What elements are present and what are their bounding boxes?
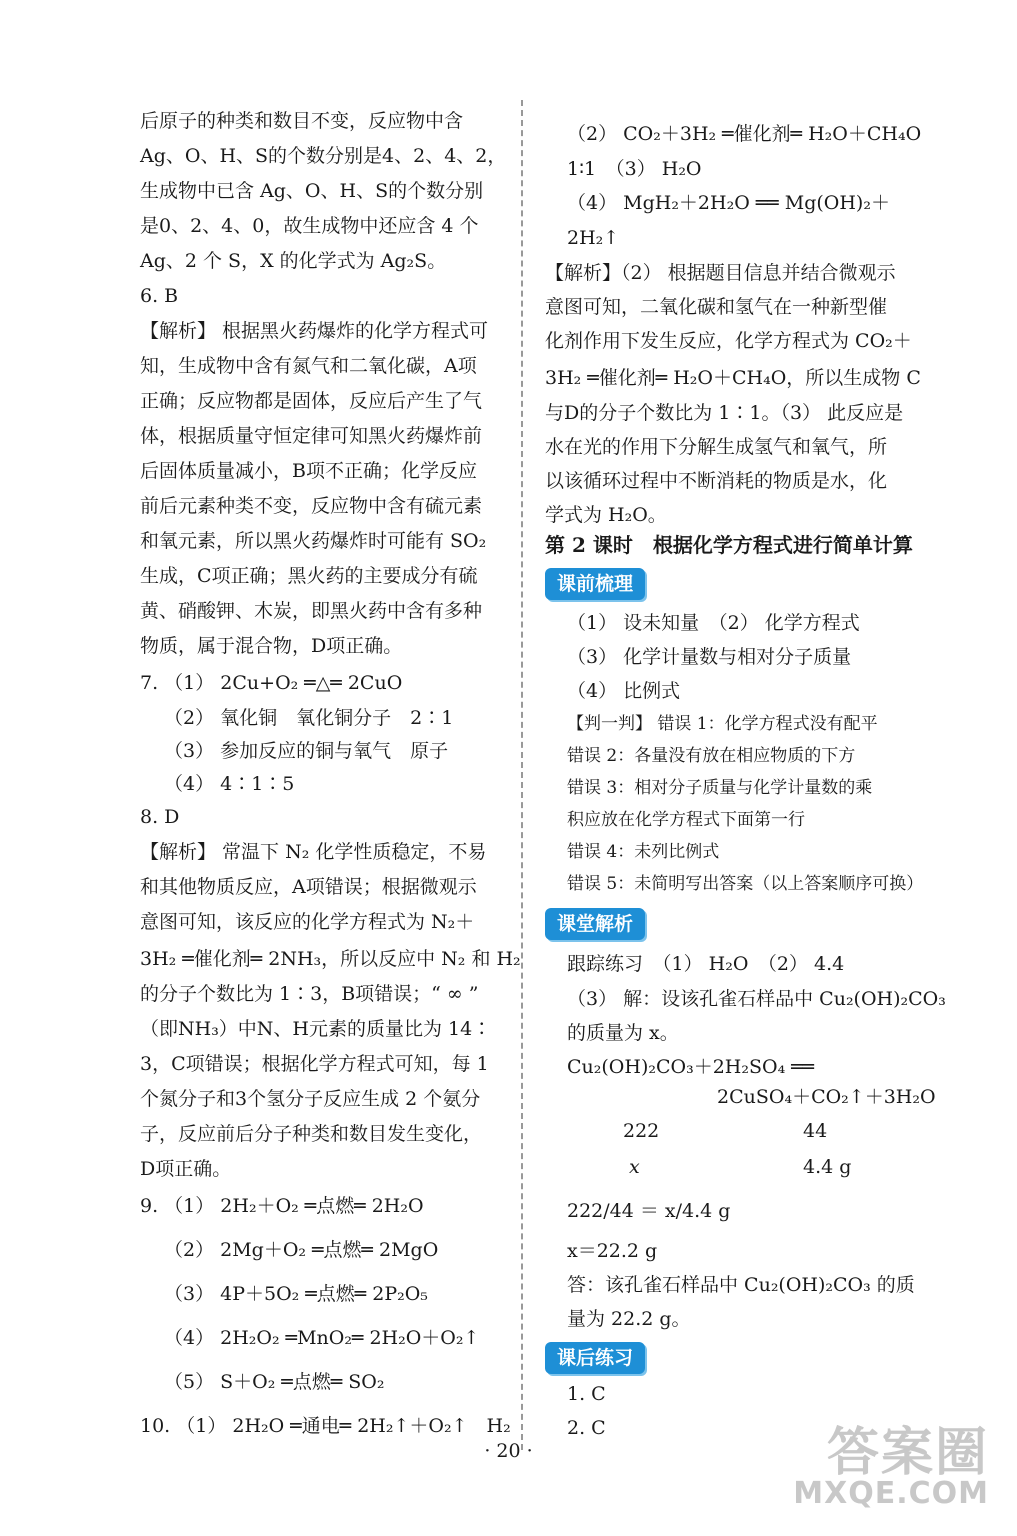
page-number: · 20 · (484, 1440, 533, 1462)
proportion-line: 222/44 ＝ x/4.4 g (567, 1200, 731, 1222)
analysis-line: 【解析】 根据黑火药爆炸的化学方程式可 (140, 320, 489, 342)
column-divider (521, 100, 523, 1450)
equation-line: （5） S＋O₂ ═点燃═ SO₂ (164, 1371, 385, 1393)
text-line: 意图可知，二氧化碳和氢气在一种新型催 (545, 296, 888, 318)
equation-line: 7. （1） 2Cu+O₂ ═△═ 2CuO (140, 672, 403, 694)
text-line: 和氧元素，所以黑火药爆炸时可能有 SO₂ (140, 530, 487, 552)
text-line: 跟踪练习 （1） H₂O （2） 4.4 (567, 953, 845, 975)
answer-line: （4） 4∶1∶5 (164, 773, 295, 795)
text-line: 黄、硝酸钾、木炭，即黑火药中含有多种 (140, 600, 483, 622)
text-line: 意图可知，该反应的化学方程式为 N₂＋ (140, 911, 475, 933)
text-line: （即NH₃）中N、H元素的质量比为 14∶ (140, 1018, 492, 1040)
watermark (793, 1410, 989, 1520)
answer-line: 1. C (567, 1383, 606, 1405)
equation-line: （2） CO₂＋3H₂ ═催化剂═ H₂O＋CH₄O (567, 123, 922, 145)
equation-line: （4） 2H₂O₂ ═MnO₂═ 2H₂O＋O₂↑ (164, 1327, 480, 1349)
section-title: 第 2 课时 根据化学方程式进行简单计算 (545, 533, 913, 557)
text-line: 水在光的作用下分解生成氢气和氧气，所 (545, 436, 888, 458)
calc-value: 4.4 g (803, 1156, 852, 1178)
text-line: 的分子个数比为 1∶3，B项错误；“ ∞ ” (140, 983, 479, 1005)
text-line: （4） 比例式 (567, 680, 681, 702)
text-line: 和其他物质反应，A项错误；根据微观示 (140, 876, 477, 898)
text-line: Ag、O、H、S的个数分别是4、2、4、2， (140, 145, 507, 167)
text-line: 正确；反应物都是固体，反应后产生了气 (140, 390, 483, 412)
text-line: 3，C项错误；根据化学方程式可知，每 1 (140, 1053, 489, 1075)
judge-line: 错误 5：未简明写出答案（以上答案顺序可换） (567, 874, 924, 894)
answer-number: 8. D (140, 806, 180, 828)
text-line: （3） 解：设该孔雀石样品中 Cu₂(OH)₂CO₃ (567, 988, 946, 1010)
analysis-line: 【解析】 常温下 N₂ 化学性质稳定，不易 (140, 841, 487, 863)
badge-pre-class: 课前梳理 (545, 568, 645, 600)
equation-line: （2） 2Mg＋O₂ ═点燃═ 2MgO (164, 1239, 439, 1261)
answer-line: （3） 参加反应的铜与氧气 原子 (164, 740, 449, 762)
judge-line: 【判一判】 错误 1：化学方程式没有配平 (567, 714, 878, 734)
text-line: 化剂作用下发生反应，化学方程式为 CO₂＋ (545, 330, 912, 352)
text-line: 的质量为 x。 (567, 1022, 679, 1044)
judge-line: 错误 2：各量没有放在相应物质的下方 (567, 746, 856, 766)
equation-line: 10. （1） 2H₂O ═通电═ 2H₂↑＋O₂↑ H₂ (140, 1415, 511, 1437)
calc-value: 44 (803, 1120, 828, 1142)
calc-value: x (629, 1156, 640, 1178)
text-line: 前后元素种类不变，反应物中含有硫元素 (140, 495, 483, 517)
text-line: Ag、2 个 S，X 的化学式为 Ag₂S。 (140, 250, 447, 272)
text-line: 生成物中已含 Ag、O、H、S的个数分别 (140, 180, 484, 202)
text-line: 是0、2、4、0，故生成物中还应含 4 个 (140, 215, 479, 237)
analysis-line: 【解析】（2） 根据题目信息并结合微观示 (545, 262, 896, 284)
badge-in-class: 课堂解析 (545, 908, 645, 940)
equation-line: Cu₂(OH)₂CO₃＋2H₂SO₄ ══ (567, 1056, 815, 1078)
equation-line: （3） 4P＋5O₂ ═点燃═ 2P₂O₅ (164, 1283, 428, 1305)
text-line: 后固体质量减小，B项不正确；化学反应 (140, 460, 477, 482)
equation-line: 9. （1） 2H₂＋O₂ ═点燃═ 2H₂O (140, 1195, 424, 1217)
equation-line: （4） MgH₂＋2H₂O ══ Mg(OH)₂＋ (567, 192, 890, 214)
text-line: 物质，属于混合物，D项正确。 (140, 635, 403, 657)
text-line: 知，生成物中含有氮气和二氧化碳，A项 (140, 355, 477, 377)
text-line: （3） 化学计量数与相对分子质量 (567, 646, 852, 668)
answer-line: 2. C (567, 1417, 606, 1439)
text-line: 答：该孔雀石样品中 Cu₂(OH)₂CO₃ 的质 (567, 1274, 915, 1296)
text-line: 与D的分子个数比为 1∶1。（3） 此反应是 (545, 402, 904, 424)
answer-number: 6. B (140, 285, 179, 307)
text-line: 后原子的种类和数目不变，反应物中含 (140, 110, 464, 132)
watermark-url: MXQE.COM (793, 1476, 989, 1511)
result-line: x＝22.2 g (567, 1240, 658, 1262)
text-line: 学式为 H₂O。 (545, 504, 667, 526)
text-line: 以该循环过程中不断消耗的物质是水，化 (545, 470, 888, 492)
equation-line: 3H₂ ═催化剂═ 2NH₃，所以反应中 N₂ 和 H₂ (140, 948, 521, 970)
answer-line: 1∶1 （3） H₂O (567, 158, 702, 180)
judge-line: 错误 4：未列比例式 (567, 842, 720, 862)
calc-value: 222 (623, 1120, 660, 1142)
text-line: 体，根据质量守恒定律可知黑火药爆炸前 (140, 425, 483, 447)
answer-line: （2） 氧化铜 氧化铜分子 2∶1 (164, 707, 454, 729)
judge-line: 积应放在化学方程式下面第一行 (567, 810, 805, 830)
text-line: 子，反应前后分子种类和数目发生变化， (140, 1123, 483, 1145)
watermark-logo-text: 答案圈 (826, 1423, 989, 1483)
equation-line: 3H₂ ═催化剂═ H₂O＋CH₄O，所以生成物 C (545, 367, 921, 389)
text-line: 生成，C项正确；黑火药的主要成分有硫 (140, 565, 478, 587)
answer-line: 2H₂↑ (567, 227, 620, 249)
text-line: 个氮分子和3个氢分子反应生成 2 个氨分 (140, 1088, 481, 1110)
text-line: （1） 设未知量 （2） 化学方程式 (567, 612, 860, 634)
text-line: 量为 22.2 g。 (567, 1308, 691, 1330)
badge-after-class: 课后练习 (545, 1342, 645, 1374)
judge-line: 错误 3：相对分子质量与化学计量数的乘 (567, 778, 873, 798)
equation-line: 2CuSO₄＋CO₂↑＋3H₂O (717, 1086, 936, 1108)
text-line: D项正确。 (140, 1158, 232, 1180)
